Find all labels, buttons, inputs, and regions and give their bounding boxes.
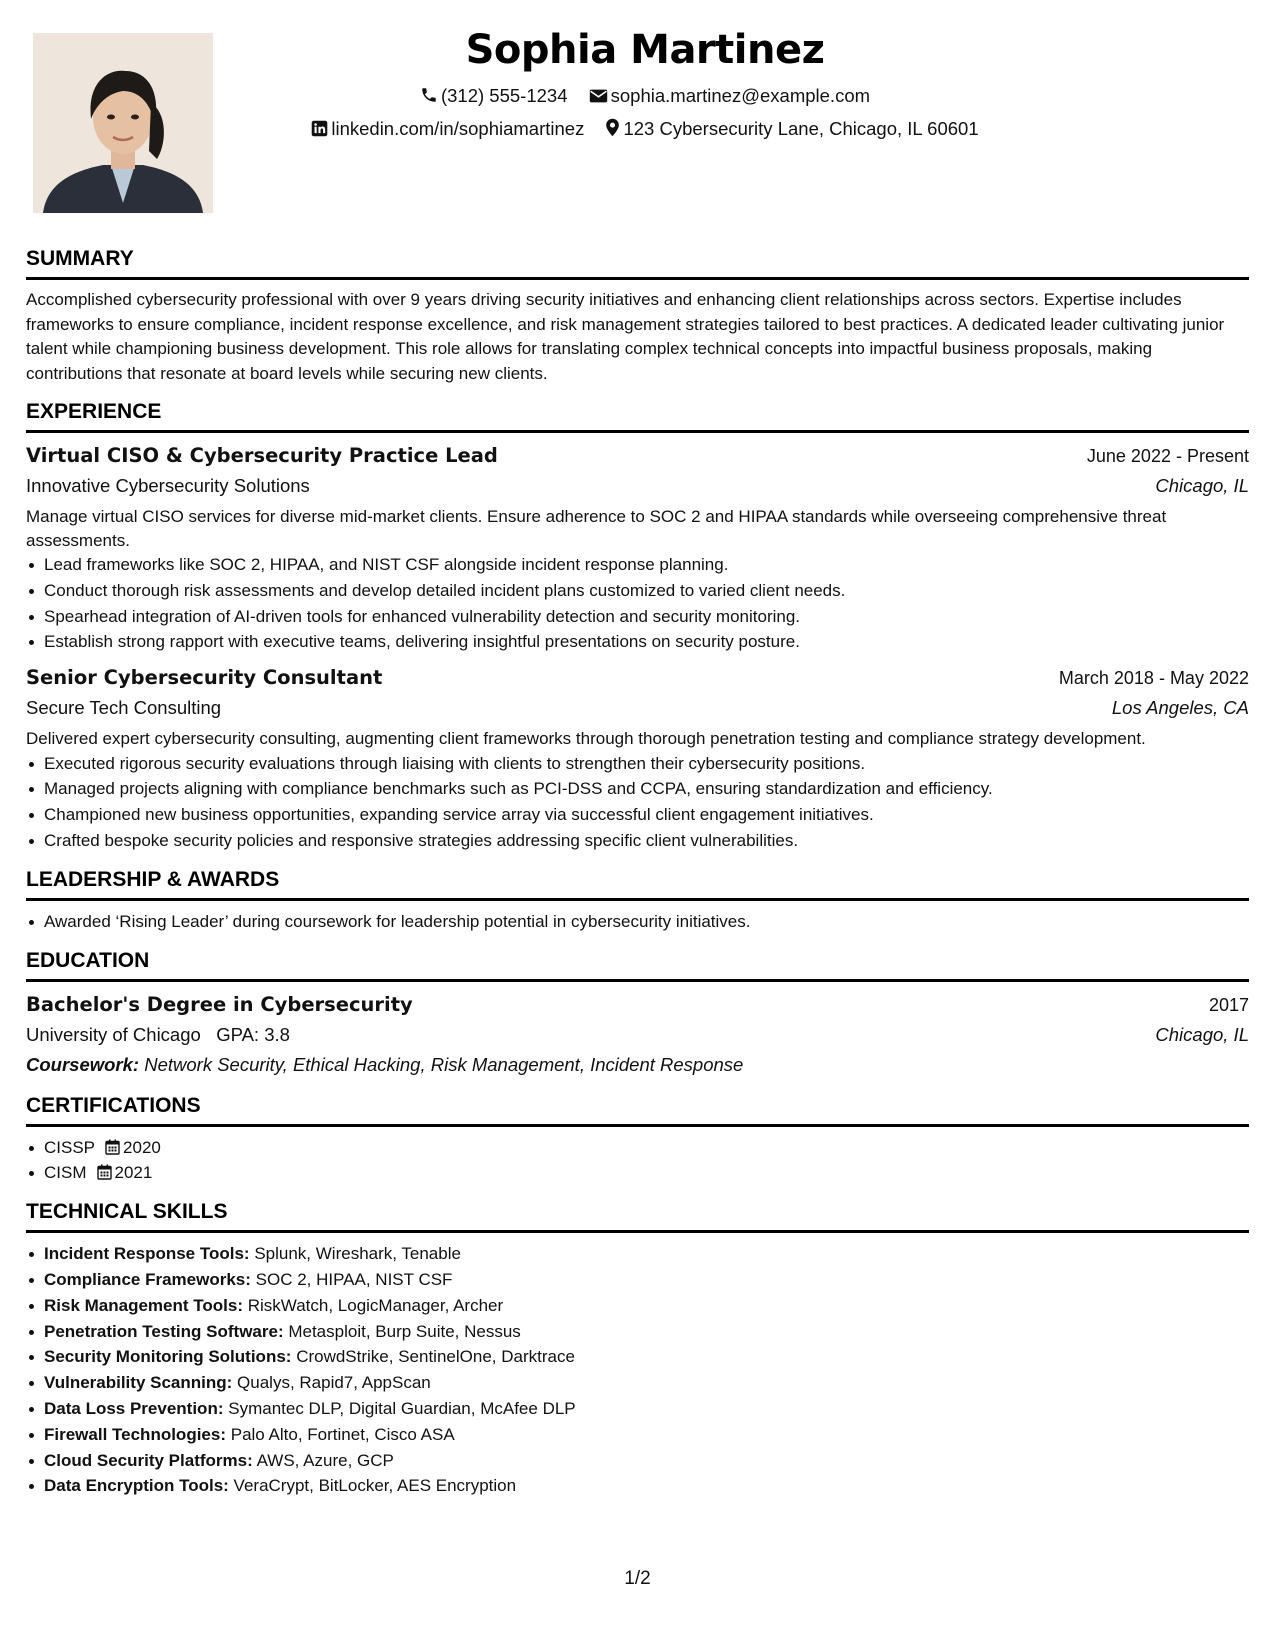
list-item: Conduct thorough risk assessments and develop detailed incident plans customized to varied client needs. <box>26 578 1249 604</box>
gpa: GPA: 3.8 <box>216 1023 290 1045</box>
skill-category: Cloud Security Platforms: <box>44 1450 253 1470</box>
section-title-education: EDUCATION <box>26 948 150 972</box>
certification-list <box>26 1135 1249 1187</box>
skill-values: Palo Alto, Fortinet, Cisco ASA <box>230 1424 455 1444</box>
skill-category: Data Loss Prevention: <box>44 1399 224 1419</box>
coursework <box>26 1050 1249 1080</box>
linkedin-contact[interactable] <box>311 116 584 142</box>
job-bullets <box>26 751 1249 854</box>
skill-category: Penetration Testing Software: <box>44 1321 284 1341</box>
job-location: Chicago, IL <box>1155 475 1249 496</box>
skill-values: SOC 2, HIPAA, NIST CSF <box>255 1270 453 1290</box>
skill-values: VeraCrypt, BitLocker, AES Encryption <box>233 1476 517 1496</box>
summary-text: Accomplished cybersecurity professional with over 9 years driving security initiatives and enhancing client relationships across sectors. Expertise includes frameworks to ensure compliance, incident response excellence, and risk management strategies tailored to best practices. A dedicated leader cultivating junior talent while championing business development. This role allows for translating complex technical concepts into impactful business proposals, making contributions that resonate at board levels while securing new clients. <box>26 290 1225 383</box>
contact-row-secondary <box>230 115 1060 142</box>
job-dates: March 2018 - May 2022 <box>1058 668 1249 689</box>
coursework-list: Network Security, Ethical Hacking, Risk Management, Incident Response <box>144 1053 744 1075</box>
job-company: Innovative Cybersecurity Solutions <box>26 475 310 496</box>
list-item: Crafted bespoke security policies and responsive strategies addressing specific client vulnerabilities. <box>26 828 1249 854</box>
list-item <box>26 1267 1249 1293</box>
skill-category: Vulnerability Scanning: <box>44 1373 233 1393</box>
skill-category: Incident Response Tools: <box>44 1244 250 1264</box>
school-location: Chicago, IL <box>1155 1023 1249 1045</box>
job-description: Manage virtual CISO services for diverse mid-market clients. Ensure adherence to SOC 2 and HIPAA standards while overseeing comprehensive threat assessments. <box>26 507 1167 550</box>
skills-section <box>26 1198 1249 1499</box>
school-name: University of Chicago <box>26 1023 201 1045</box>
list-item <box>26 1160 1249 1186</box>
email-address[interactable]: sophia.martinez@example.com <box>610 85 871 107</box>
envelope-icon <box>589 88 608 104</box>
profile-photo <box>33 33 213 213</box>
section-title-experience: EXPERIENCE <box>26 400 162 423</box>
leadership-list <box>26 909 1249 935</box>
skill-values: Qualys, Rapid7, AppScan <box>237 1373 431 1393</box>
phone-number: (312) 555-1234 <box>440 85 568 107</box>
skill-values: CrowdStrike, SentinelOne, Darktrace <box>296 1347 575 1367</box>
skill-values: Symantec DLP, Digital Guardian, McAfee DLP <box>228 1399 576 1419</box>
list-item <box>26 1473 1249 1499</box>
school-line <box>26 1020 290 1050</box>
skills-list <box>26 1241 1249 1499</box>
email-contact[interactable] <box>589 83 870 109</box>
list-item <box>26 1448 1249 1474</box>
graduation-year: 2017 <box>1208 994 1249 1015</box>
section-divider <box>26 1124 1249 1127</box>
skill-values: AWS, Azure, GCP <box>256 1450 394 1470</box>
job-entry <box>26 663 1249 854</box>
map-pin-icon <box>605 118 620 137</box>
candidate-name: Sophia Martinez <box>465 27 825 73</box>
calendar-icon <box>97 1164 112 1180</box>
skill-category: Data Encryption Tools: <box>44 1476 229 1496</box>
section-title-certifications: CERTIFICATIONS <box>26 1093 201 1117</box>
certification-year: 2020 <box>123 1137 161 1157</box>
job-description: Delivered expert cybersecurity consulting, augmenting client frameworks through thorough penetration testing and compliance strategy development. <box>26 729 1146 749</box>
skill-category: Risk Management Tools: <box>44 1295 243 1315</box>
list-item <box>26 1241 1249 1267</box>
list-item: Spearhead integration of AI-driven tools for enhanced vulnerability detection and security monitoring. <box>26 604 1249 630</box>
certification-name: CISM <box>44 1163 87 1183</box>
list-item: Awarded ‘Rising Leader’ during coursework for leadership potential in cybersecurity initiatives. <box>26 909 1249 935</box>
address-contact <box>605 116 978 142</box>
page-number: 1/2 <box>624 1568 651 1589</box>
skill-values: RiskWatch, LogicManager, Archer <box>247 1295 504 1315</box>
job-company: Secure Tech Consulting <box>26 697 222 719</box>
section-title-summary: SUMMARY <box>26 247 134 270</box>
section-divider <box>26 430 1249 433</box>
job-bullets <box>26 552 1249 655</box>
list-item <box>26 1293 1249 1319</box>
list-item: Executed rigorous security evaluations through liaising with clients to strengthen their cybersecurity positions. <box>26 751 1249 777</box>
skill-category: Compliance Frameworks: <box>44 1270 251 1290</box>
job-title: Senior Cybersecurity Consultant <box>26 666 383 690</box>
list-item <box>26 1135 1249 1161</box>
phone-contact <box>420 83 568 109</box>
certification-name: CISSP <box>44 1137 96 1157</box>
education-section <box>26 947 1249 1080</box>
certifications-section <box>26 1092 1249 1187</box>
resume-header <box>230 22 1060 142</box>
contact-row-primary <box>230 82 1060 109</box>
linkedin-url[interactable]: linkedin.com/in/sophiamartinez <box>331 118 585 140</box>
section-divider <box>26 898 1249 901</box>
section-title-leadership: LEADERSHIP & AWARDS <box>26 867 280 891</box>
list-item: Championed new business opportunities, expanding service array via successful client engagement initiatives. <box>26 802 1249 828</box>
phone-icon <box>420 86 438 104</box>
section-divider <box>26 1230 1249 1233</box>
calendar-icon <box>105 1139 120 1155</box>
skill-category: Security Monitoring Solutions: <box>44 1347 292 1367</box>
section-title-skills: TECHNICAL SKILLS <box>26 1200 228 1224</box>
skill-category: Firewall Technologies: <box>44 1424 226 1444</box>
linkedin-icon <box>311 120 328 137</box>
list-item: Managed projects aligning with compliance benchmarks such as PCI-DSS and CCPA, ensuring standardization and efficiency. <box>26 776 1249 802</box>
experience-section <box>26 398 1249 854</box>
list-item <box>26 1422 1249 1448</box>
address: 123 Cybersecurity Lane, Chicago, IL 60601 <box>623 118 979 140</box>
section-divider <box>26 979 1249 982</box>
skill-values: Metasploit, Burp Suite, Nessus <box>288 1321 521 1341</box>
job-dates: June 2022 - Present <box>1086 446 1249 466</box>
list-item <box>26 1344 1249 1370</box>
certification-year: 2021 <box>114 1163 153 1183</box>
leadership-section <box>26 866 1249 935</box>
section-divider <box>26 277 1249 280</box>
list-item <box>26 1396 1249 1422</box>
coursework-label: Coursework: <box>26 1053 140 1075</box>
list-item: Establish strong rapport with executive teams, delivering insightful presentations on security posture. <box>26 629 1249 655</box>
skill-values: Splunk, Wireshark, Tenable <box>254 1244 461 1264</box>
list-item <box>26 1370 1249 1396</box>
degree: Bachelor's Degree in Cybersecurity <box>26 992 413 1016</box>
resume-content <box>26 245 1249 1499</box>
list-item: Lead frameworks like SOC 2, HIPAA, and NIST CSF alongside incident response planning. <box>26 552 1249 578</box>
summary-section <box>26 245 1249 386</box>
list-item <box>26 1319 1249 1345</box>
job-location: Los Angeles, CA <box>1111 697 1249 719</box>
job-title: Virtual CISO & Cybersecurity Practice Lead <box>26 444 498 467</box>
job-entry <box>26 441 1249 655</box>
